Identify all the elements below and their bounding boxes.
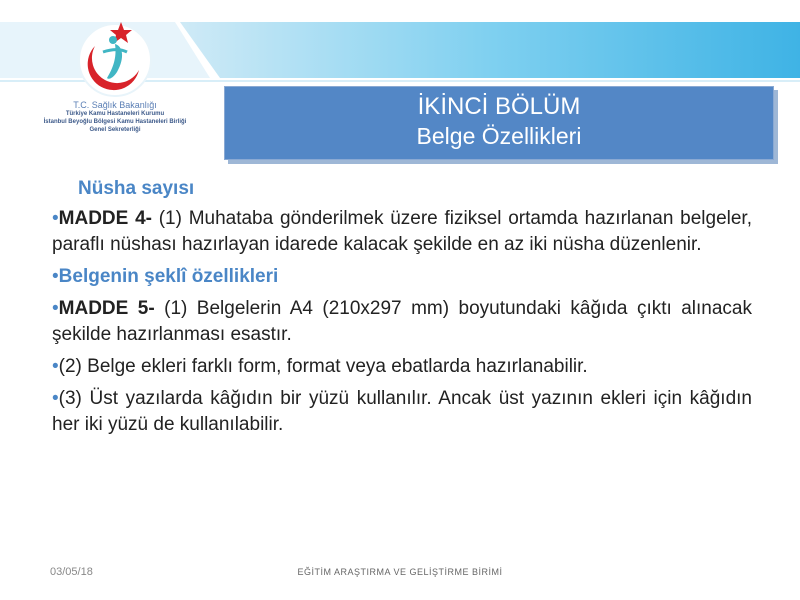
logo-subtitle-2: İstanbul Beyoğlu Bölgesi Kamu Hastaneleri Birliği: [43, 119, 187, 125]
ministry-name: T.C. Sağlık Bakanlığı: [73, 100, 157, 110]
paragraph-clause-2: [52, 354, 752, 380]
section-title-box: [224, 86, 774, 160]
clause-text: (2) Belge ekleri farklı form, format veya ebatlarda hazırlanabilir.: [58, 356, 588, 377]
logo-subtitle-3: Genel Sekreterliği: [89, 127, 141, 133]
logo-emblem-icon: [65, 18, 165, 98]
footer-date: 03/05/18: [50, 566, 93, 578]
paragraph-section-heading: [52, 264, 752, 290]
section-title: İKİNCİ BÖLÜM: [417, 93, 581, 120]
article-text: (1) Belgelerin A4 (210x297 mm) boyutundaki kâğıda çıktı alınacak şekilde hazırlanması esastır.: [52, 298, 752, 345]
footer-department: EĞİTİM ARAŞTIRMA VE GELİŞTİRME BİRİMİ: [297, 567, 503, 577]
bullet-icon: •: [52, 266, 59, 287]
subsection-label: Belgenin şeklî özellikleri: [58, 266, 279, 287]
article-label: MADDE 4-: [58, 208, 152, 229]
subsection-heading: Nüsha sayısı: [78, 178, 195, 199]
article-label: MADDE 5-: [58, 298, 155, 319]
bullet-icon: •: [52, 388, 59, 409]
section-subtitle: Belge Özellikleri: [416, 123, 582, 149]
logo-subtitle-1: Türkiye Kamu Hastaneleri Kurumu: [65, 111, 165, 117]
paragraph-clause-3: [52, 386, 752, 438]
paragraph-madde-4: [52, 206, 752, 258]
article-text: (1) Muhataba gönderilmek üzere fiziksel ortamda hazırlanan belgeler, paraflı nüshası hazırlayan idarede kalacak şekilde en az iki nüsha düzenlenir.: [52, 208, 752, 255]
bullet-icon: •: [52, 298, 59, 319]
clause-text: (3) Üst yazılarda kâğıdın bir yüzü kullanılır. Ancak üst yazının ekleri için kâğıdın her iki yüzü de kullanılabilir.: [52, 388, 752, 435]
ministry-logo: [20, 18, 210, 148]
slide-content: [52, 176, 752, 444]
paragraph-madde-5: [52, 296, 752, 348]
bullet-icon: •: [52, 356, 59, 377]
bullet-icon: •: [52, 208, 59, 229]
